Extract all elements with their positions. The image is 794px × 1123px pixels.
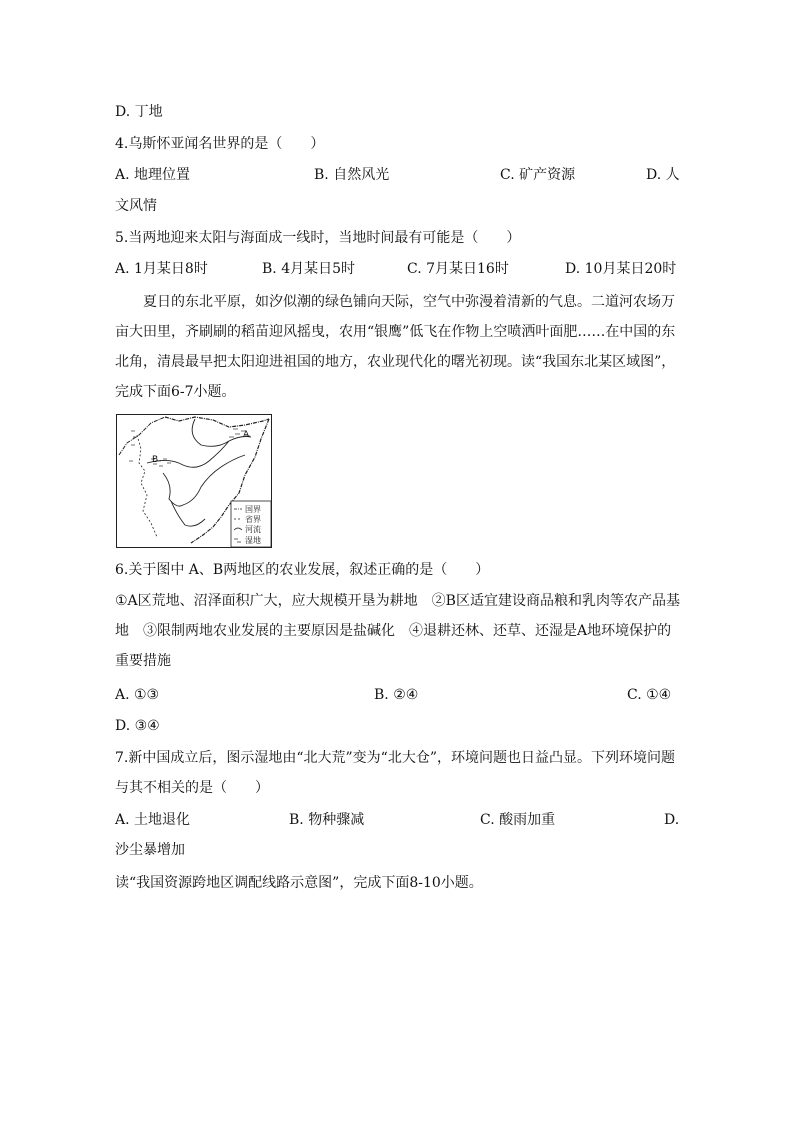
q6-option-a: A. ①③ xyxy=(115,687,160,703)
q6-statements: ①A区荒地、沼泽面积广大，应大规模开垦为耕地 ②B区适宜建设商品粮和乳肉等农产品基地 ③限制两地农业发展的主要原因是盐碱化 ④退耕还林、还草、还湿是A地环境保护的重要措施 xyxy=(115,593,680,669)
national-border-north xyxy=(165,417,269,427)
q4-option-d: D. 人 xyxy=(646,167,680,183)
q7-option-d: D. xyxy=(664,812,680,828)
q7-option-a: A. 土地退化 xyxy=(115,812,191,828)
q5-option-b: B. 4月某日5时 xyxy=(262,261,356,277)
legend-wetland: 湿地 xyxy=(245,536,261,545)
q7-option-c: C. 酸雨加重 xyxy=(480,812,556,828)
q4-stem: 4.乌斯怀亚闻名世界的是（ ） xyxy=(115,136,325,152)
q5-option-c: C. 7月某日16时 xyxy=(407,261,509,277)
q4-option-b: B. 自然风光 xyxy=(314,167,390,183)
river-branch xyxy=(171,501,205,526)
q5-stem: 5.当两地迎来太阳与海面成一线时，当地时间最有可能是（ ） xyxy=(115,230,521,246)
legend-river: 河流 xyxy=(245,525,261,534)
river-wusuli xyxy=(163,455,245,506)
q4-option-d-wrap: 文风情 xyxy=(115,198,157,214)
q5-option-a: A. 1月某日8时 xyxy=(115,261,208,277)
q7-option-b: B. 物种骤减 xyxy=(289,812,365,828)
northeast-region-map xyxy=(116,414,272,548)
map-figure xyxy=(117,415,271,547)
intro-questions-8-10: 读“我国资源跨地区调配线路示意图”，完成下面8-10小题。 xyxy=(115,875,483,891)
map-label-a: A xyxy=(243,430,250,440)
q6-option-c: C. ①④ xyxy=(627,687,672,703)
reading-passage: 夏日的东北平原，如汐似潮的绿色铺向天际，空气中弥漫着清新的气息。二道河农场万亩大田里，齐刷刷的稻苗迎风摇曳，农用“银鹰”低飞在作物上空喷洒叶面肥……在中国的东北角，清晨最早把太阳迎进祖国的地方，农业现代化的曙光初现。读“我国东北某区域图”，完成下面6-7小题。 xyxy=(115,294,676,400)
q4-option-c: C. 矿产资源 xyxy=(500,167,576,183)
q6-stem: 6.关于图中 A、B两地区的农业发展，叙述正确的是（ ） xyxy=(115,562,490,578)
q7-option-d-wrap: 沙尘暴增加 xyxy=(115,842,185,858)
legend-provincial-border: 省界 xyxy=(245,515,261,524)
q4-option-a: A. 地理位置 xyxy=(115,167,191,183)
q6-option-b: B. ②④ xyxy=(374,687,419,703)
q6-option-d: D. ③④ xyxy=(115,718,160,734)
river-songhua xyxy=(147,441,229,467)
legend-national-border: 国界 xyxy=(245,505,261,514)
national-border xyxy=(119,417,165,455)
q3-option-d: D. 丁地 xyxy=(115,104,163,120)
provincial-border xyxy=(137,435,157,537)
q7-stem: 7.新中国成立后，图示湿地由“北大荒”变为“北大仓”，环境问题也日益凸显。下列环境问题与其不相关的是（ ） xyxy=(115,750,675,796)
map-label-b: B xyxy=(152,455,159,465)
q5-option-d: D. 10月某日20时 xyxy=(565,261,677,277)
